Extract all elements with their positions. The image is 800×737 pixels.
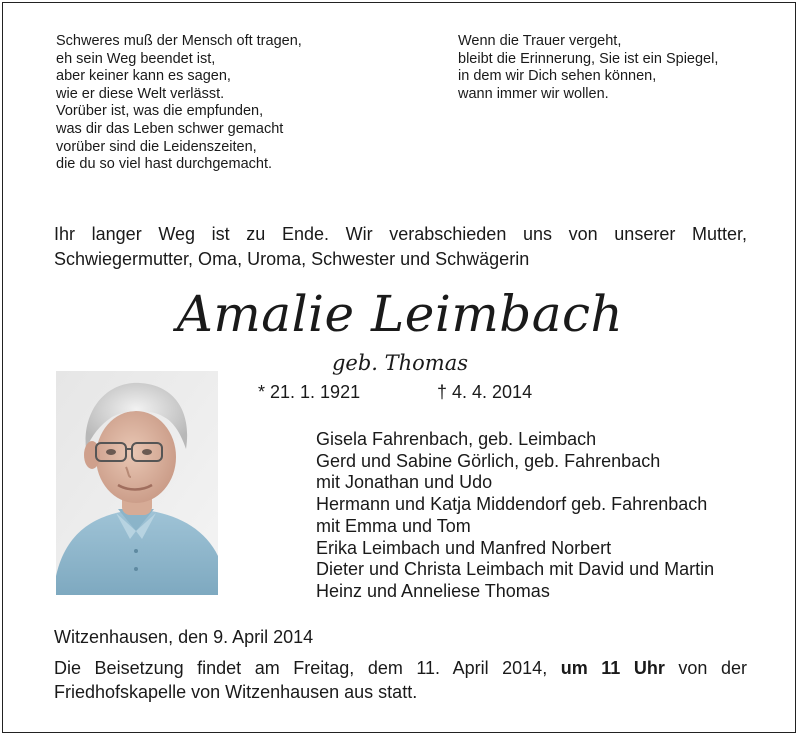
mourner-line: Gerd und Sabine Görlich, geb. Fahrenbach: [316, 450, 661, 471]
mourner-line: Hermann und Katja Middendorf geb. Fahrenbach: [316, 494, 708, 515]
poem-line: wie er diese Welt verlässt.: [56, 85, 225, 102]
intro-line: Schwiegermutter, Oma, Uroma, Schwester und Schwägerin: [54, 249, 530, 269]
mourner-line: Heinz und Anneliese Thomas: [316, 580, 550, 601]
mourner-line: Gisela Fahrenbach, geb. Leimbach: [316, 429, 597, 449]
mourners-list: [316, 429, 714, 603]
poem-line: die du so viel hast durchgemacht.: [56, 156, 273, 173]
poem-line: bleibt die Erinnerung, Sie ist ein Spiegel,: [458, 50, 719, 67]
poem-line: aber keiner kann es sagen,: [56, 68, 231, 85]
funeral-line: Friedhofskapelle von Witzenhausen aus statt.: [54, 682, 418, 702]
funeral-text: von der: [678, 658, 747, 678]
intro-line: Ihr langer Weg ist zu Ende. Wir verabschieden uns von unserer Mutter,: [54, 224, 747, 244]
death-date: † 4. 4. 2014: [437, 382, 533, 402]
birth-name: geb. Thomas: [331, 351, 469, 375]
poem-line: in dem wir Dich sehen können,: [458, 68, 657, 85]
funeral-text: Die Beisetzung findet am Freitag, dem 11. April 2014,: [54, 658, 548, 678]
poem-left: [56, 33, 302, 174]
portrait-photo: [56, 371, 218, 595]
intro-text: [54, 222, 747, 272]
funeral-info: [54, 656, 747, 704]
birth-date: * 21. 1. 1921: [258, 382, 361, 402]
mourner-line: mit Jonathan und Udo: [316, 472, 493, 493]
poem-line: Vorüber ist, was die empfunden,: [56, 103, 264, 120]
poem-line: Schweres muß der Mensch oft tragen,: [56, 33, 302, 49]
deceased-name: Amalie Leimbach: [176, 285, 624, 343]
mourner-line: Erika Leimbach und Manfred Norbert: [316, 537, 612, 558]
place-date: Witzenhausen, den 9. April 2014: [54, 627, 314, 647]
funeral-time: um 11 Uhr: [560, 658, 665, 678]
poem-line: eh sein Weg beendet ist,: [56, 50, 216, 67]
poem-line: was dir das Leben schwer gemacht: [56, 120, 284, 137]
mourner-line: mit Emma und Tom: [316, 515, 471, 536]
poem-line: wann immer wir wollen.: [458, 85, 609, 102]
funeral-line: [54, 656, 747, 680]
poem-right: [458, 33, 718, 103]
poem-line: vorüber sind die Leidenszeiten,: [56, 138, 257, 155]
mourner-line: Dieter und Christa Leimbach mit David und Martin: [316, 559, 715, 580]
poem-line: Wenn die Trauer vergeht,: [458, 33, 622, 49]
